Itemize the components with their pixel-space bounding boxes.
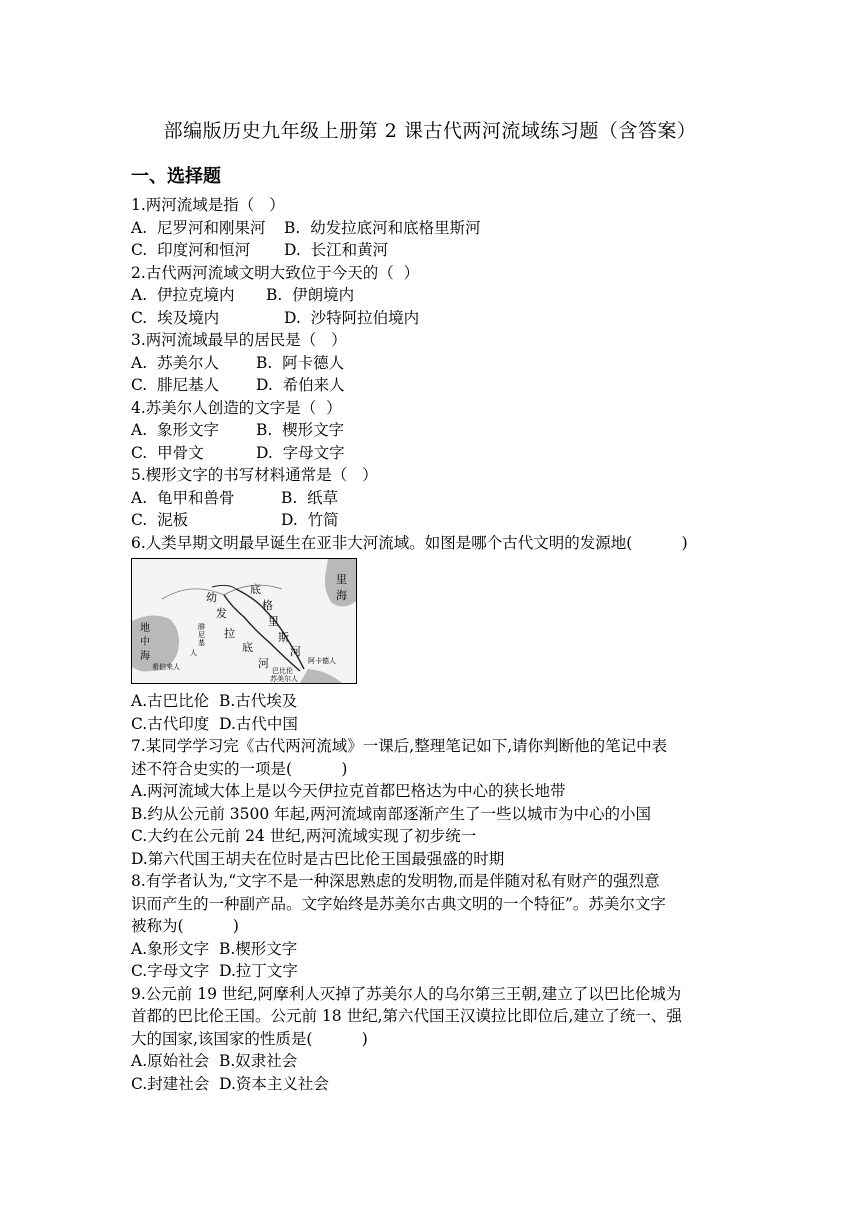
option-c: C. 埃及境内: [131, 308, 220, 327]
question-7-option-d: D.第六代国王胡夫在位时是古巴比伦王国最强盛的时期: [131, 849, 505, 868]
option-d: D. 字母文字: [256, 443, 345, 462]
question-5-options-ab: [131, 487, 731, 510]
phoenicians-char-2: 尼: [198, 631, 205, 639]
phoenicians-char-4: 人: [190, 649, 197, 657]
question-6-stem: 6.人类早期文明最早诞生在亚非大河流域。如图是哪个古代文明的发源地( ): [131, 533, 688, 552]
option-d: D. 希伯来人: [256, 376, 345, 394]
option-b: B. 楔形文字: [256, 421, 345, 439]
option-a: A. 龟甲和兽骨: [131, 488, 235, 507]
option-d: D. 竹简: [281, 511, 339, 529]
euphrates-char-2: 发: [216, 607, 227, 620]
tigris-char-2: 格: [262, 599, 273, 612]
question-9-options-ab: A.原始社会 B.奴隶社会: [131, 1052, 298, 1070]
option-a: A. 象形文字: [131, 421, 219, 439]
question-8-options-ab: A.象形文字 B.楔形文字: [131, 939, 298, 958]
question-8-stem-line-1: 8.有学者认为,“文字不是一种深思熟虑的发明物,而是伴随对私有财产的强烈意: [131, 872, 660, 890]
med-label-1: 地: [140, 623, 150, 634]
section-heading: 一、选择题: [131, 166, 221, 187]
question-2-options-ab: [131, 284, 731, 307]
sumer-label: 苏美尔人: [270, 675, 298, 683]
question-6-options-cd: C.古代印度 D.古代中国: [131, 714, 298, 733]
question-2-stem: 2.古代两河流域文明大致位于今天的（ ）: [131, 263, 420, 282]
question-1-stem: 1.两河流域是指（ ）: [131, 196, 285, 214]
question-4-stem: 4.苏美尔人创造的文字是（ ）: [131, 398, 342, 417]
phoenicians-char-3: 基: [198, 639, 205, 647]
two-rivers-map: [131, 558, 357, 684]
option-a: A. 伊拉克境内: [131, 286, 235, 304]
question-7-option-a: A.两河流域大体上是以今天伊拉克首都巴格达为中心的狭长地带: [131, 782, 566, 800]
question-4-options-cd: [131, 442, 731, 465]
question-1-options-cd: [131, 239, 731, 262]
question-7-stem-line-2: 述不符合史实的一项是( ): [131, 759, 348, 778]
tigris-char-4: 斯: [278, 631, 289, 644]
question-7-option-b: B.约从公元前 3500 年起,两河流域南部逐渐产生了一些以城市为中心的小国: [131, 804, 652, 823]
question-3-options-ab: [131, 352, 731, 375]
question-9-stem-line-3: 大的国家,该国家的性质是( ): [131, 1029, 368, 1048]
option-c: C. 甲骨文: [131, 443, 204, 462]
question-7-option-c: C.大约在公元前 24 世纪,两河流域实现了初步统一: [131, 827, 477, 845]
euphrates-char-1: 幼: [206, 591, 217, 604]
question-5-stem: 5.楔形文字的书写材料通常是（ ）: [131, 466, 378, 484]
euphrates-char-3: 拉: [224, 627, 235, 640]
option-b: B. 阿卡德人: [256, 353, 345, 372]
phoenicians-char-1: 腓: [198, 623, 205, 631]
question-8-options-cd: C.字母文字 D.拉丁文字: [131, 962, 298, 980]
question-6-options-ab: A.古巴比伦 B.古代埃及: [131, 692, 298, 710]
babylon-label: 巴比伦: [272, 667, 293, 675]
option-c: C. 印度河和恒河: [131, 241, 251, 259]
question-7-stem-line-1: 7.某同学学习完《古代两河流域》一课后,整理笔记如下,请你判断他的笔记中表: [131, 737, 668, 755]
question-8-stem-line-3: 被称为( ): [131, 917, 239, 935]
med-label-2: 中: [140, 637, 150, 648]
question-1-options-ab: [131, 217, 731, 240]
question-4-options-ab: [131, 419, 731, 442]
tigris-char-1: 底: [250, 583, 261, 596]
caspian-label-2: 海: [336, 589, 347, 602]
question-2-options-cd: [131, 307, 731, 330]
question-list: [131, 194, 731, 1095]
question-3-options-cd: [131, 374, 731, 397]
question-9-options-cd: C.封建社会 D.资本主义社会: [131, 1074, 329, 1093]
hebrews-label: 希伯来人: [152, 663, 180, 671]
option-c: C. 腓尼基人: [131, 376, 220, 394]
option-a: A. 苏美尔人: [131, 353, 219, 372]
document-title: 部编版历史九年级上册第 2 课古代两河流域练习题（含答案）: [163, 120, 697, 142]
question-9-stem-line-2: 首都的巴比伦王国。公元前 18 世纪,第六代国王汉谟拉比即位后,建立了统一、强: [131, 1007, 682, 1025]
question-3-stem: 3.两河流域最早的居民是（ ）: [131, 331, 347, 349]
euphrates-char-5: 河: [258, 657, 269, 670]
med-label-3: 海: [140, 651, 150, 662]
tigris-char-3: 里: [268, 615, 279, 628]
option-c: C. 泥板: [131, 511, 189, 529]
question-9-stem-line-1: 9.公元前 19 世纪,阿摩利人灭掉了苏美尔人的乌尔第三王朝,建立了以巴比伦城为: [131, 984, 682, 1003]
option-b: B. 幼发拉底河和底格里斯河: [284, 218, 481, 237]
option-b: B. 伊朗境内: [266, 286, 355, 304]
question-5-options-cd: [131, 509, 731, 532]
tigris-char-5: 河: [290, 645, 301, 658]
euphrates-char-4: 底: [242, 641, 253, 654]
option-a: A. 尼罗河和刚果河: [131, 218, 266, 237]
option-d: D. 沙特阿拉伯境内: [284, 308, 420, 327]
akkad-label: 阿卡德人: [308, 657, 336, 665]
option-b: B. 纸草: [281, 488, 339, 507]
question-8-stem-line-2: 识而产生的一种副产品。文字始终是苏美尔古典文明的一个特征”。苏美尔文字: [131, 894, 666, 913]
option-d: D. 长江和黄河: [284, 241, 389, 259]
caspian-label-1: 里: [336, 573, 347, 586]
